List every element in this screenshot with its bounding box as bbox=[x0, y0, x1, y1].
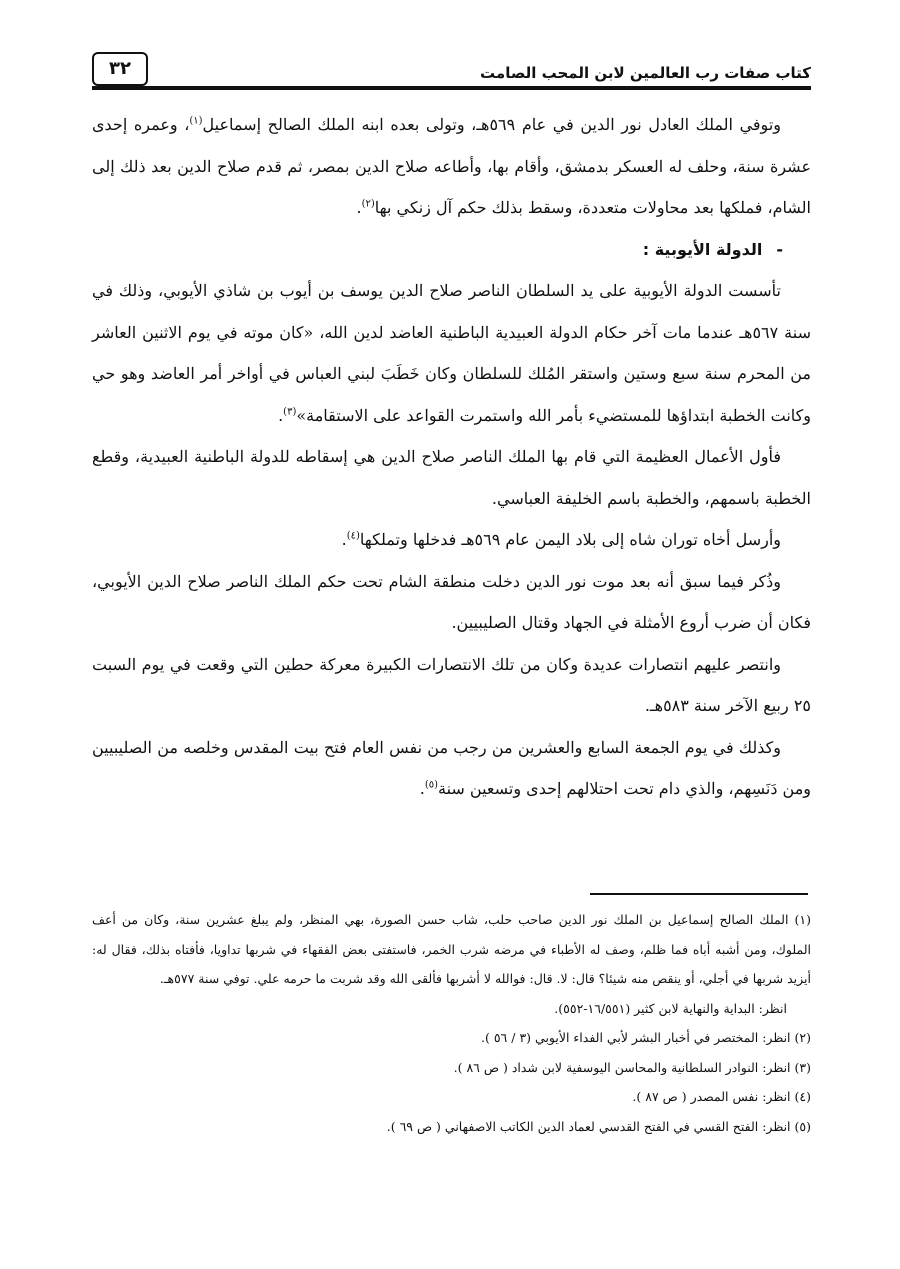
header-divider bbox=[92, 86, 811, 90]
footnote-5: (٥) انظر: الفتح القسي في الفتح القدسي لعماد الدين الكاتب الاصفهاني ( ص ٦٩ ). bbox=[386, 1118, 811, 1134]
footnote-divider bbox=[590, 893, 808, 895]
book-title: كتاب صفات رب العالمين لابن المحب الصامت bbox=[480, 64, 811, 82]
footnotes bbox=[92, 905, 811, 1141]
paragraph-4 bbox=[92, 519, 811, 561]
paragraph-1 bbox=[92, 104, 811, 229]
paragraph-4-text-a: وأرسل أخاه توران شاه إلى بلاد اليمن عام ٥٦٩هـ فدخلها وتملكها bbox=[359, 530, 781, 549]
paragraph-1-text-b: ، وعمره إحدى عشرة سنة، وحلف له العسكر بدمشق، وأقام بها، وأطاعه صلاح الدين بمصر، ثم قدم صلاح الدين بعد ذلك إلى الشام، فملكها بعد محاولات متعددة، وسقط بذلك حكم آل زنكي بها bbox=[92, 115, 812, 217]
paragraph-3: فأول الأعمال العظيمة التي قام بها الملك الناصر صلاح الدين هي إسقاطه للدولة الباطنية العبيدية، وقطع الخطبة باسمهم، والخطبة باسم الخليفة العباسي. bbox=[92, 447, 811, 508]
paragraph-1-text-a: وتوفي الملك العادل نور الدين في عام ٥٦٩هـ، وتولى بعده ابنه الملك الصالح إسماعيل bbox=[202, 115, 781, 134]
footnote-ref-2: (٢) bbox=[361, 198, 375, 210]
paragraph-4-text-b: . bbox=[341, 530, 347, 549]
paragraph-2 bbox=[92, 270, 811, 436]
footnote-ref-3: (٣) bbox=[283, 406, 297, 418]
paragraph-7-text-a: وكذلك في يوم الجمعة السابع والعشرين من رجب من نفس العام فتح بيت المقدس وخلصه من الصليبيين ومن دَنَسِهم، والذي دام تحت احتلالهم إحدى وتسعين سنة bbox=[92, 737, 811, 798]
footnote-3: (٣) انظر: النوادر السلطانية والمحاسن اليوسفية لابن شداد ( ص ٨٦ ). bbox=[453, 1059, 811, 1075]
paragraph-7-text-b: . bbox=[419, 779, 425, 798]
section-heading bbox=[92, 229, 811, 271]
footnote-1: (١) الملك الصالح إسماعيل بن الملك نور الدين صاحب حلب، شاب حسن الصورة، بهي المنظر، ولم يبلغ عشرين سنة، وكان من أعف الملوك، ومن أشبه أباه فما ظلم، وصف له الأطباء في مرضه شرب الخمر، فاستفتى بعض الفقهاء في شربها تداويا، فأفتاه بذلك، فقال له: أيزيد شربها في أجلي، أو ينقص منه شيئا؟ قال: لا. قال: فوالله لا أشربها فألقى الله وقد شربت ما حرمه علي. توفي سنة ٥٧٧هـ. bbox=[92, 912, 811, 986]
footnote-4: (٤) انظر: نفس المصدر ( ص ٨٧ ). bbox=[632, 1089, 811, 1104]
paragraph-7 bbox=[92, 727, 811, 810]
footnote-ref-5: (٥) bbox=[424, 779, 438, 791]
page-header bbox=[92, 48, 811, 90]
paragraph-5: وذُكر فيما سبق أنه بعد موت نور الدين دخلت منطقة الشام تحت حكم الملك الناصر صلاح الدين الأيوبي، فكان أن ضرب أروع الأمثلة في الجهاد وقتال الصليبيين. bbox=[92, 571, 811, 632]
main-text bbox=[92, 104, 811, 810]
paragraph-6: وانتصر عليهم انتصارات عديدة وكان من تلك الانتصارات الكبيرة معركة حطين التي وقعت في يوم السبت ٢٥ ربيع الآخر سنة ٥٨٣هـ. bbox=[92, 654, 811, 715]
footnote-ref-1: (١) bbox=[189, 115, 203, 127]
paragraph-1-text-c: . bbox=[356, 198, 362, 217]
footnote-2: (٢) انظر: المختصر في أخبار البشر لأبي الفداء الأيوبي (٣ / ٥٦ ). bbox=[481, 1030, 811, 1045]
paragraph-2-text-b: . bbox=[278, 405, 284, 425]
paragraph-2-text-a: تأسست الدولة الأيوبية على يد السلطان الناصر صلاح الدين يوسف بن أيوب بن شاذي الأيوبي، وذلك في سنة ٥٦٧هـ عندما مات آخر حكام الدولة العبيدية الباطنية العاضد لدين الله، «كان موته في يوم الاثنين العاشر من المحرم سنة سبع وستين واستقر المُلك للسلطان وكان خَطَبَ لبني العباس في أواخر أمر العاضد وهو حي وكانت الخطبة ابتداؤها للمستضيء بأمر الله واستمرت القواعد على الاستقامة» bbox=[92, 281, 811, 425]
footnote-ref-4: (٤) bbox=[346, 530, 360, 542]
heading-dash: - bbox=[776, 239, 783, 259]
page-number: ٣٢ bbox=[92, 52, 148, 86]
footnote-1-source: انظر: البداية والنهاية لابن كثير (١٦/٥٥١-٥٥٢). bbox=[554, 1000, 787, 1016]
heading-label: الدولة الأيوبية : bbox=[642, 239, 763, 259]
